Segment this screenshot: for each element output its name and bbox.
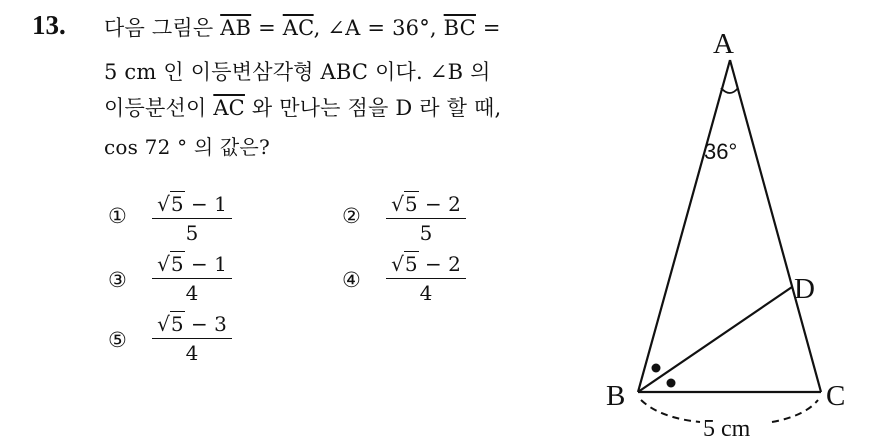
side-ab <box>638 60 730 392</box>
choice-5-fraction: √5 − 3 4 <box>152 312 232 365</box>
choice-1-fraction: √5 − 1 5 <box>152 192 232 245</box>
angle-a-arc <box>721 88 738 93</box>
question-line-3: 이등분선이 $\overline{AC}$ 와 만나는 점을 D 라 할 때, <box>104 96 502 120</box>
question-line-2: 5 cm 인 이등변삼각형 ABC 이다. ∠B 의 <box>104 60 491 84</box>
segment-ac: $\overline{AC}$ <box>282 16 314 40</box>
choice-2-fraction: √5 − 2 5 <box>386 192 466 245</box>
angle-mark-dot-2 <box>667 379 676 388</box>
choice-4-mark: ④ <box>342 268 361 292</box>
label-angle-a: 36° <box>704 139 738 164</box>
question-line-4: cos 72 ° 의 값은? <box>104 135 270 159</box>
segment-bc: $\overline{BC}$ <box>443 16 476 40</box>
choice-5-mark: ⑤ <box>108 328 127 352</box>
choice-3-mark: ③ <box>108 268 127 292</box>
bisector-bd <box>638 287 792 392</box>
segment-ac-2: $\overline{AC}$ <box>213 96 245 120</box>
choice-4-fraction: √5 − 2 4 <box>386 252 466 305</box>
question-line-1: 다음 그림은 $\overline{AB} = \overline{AC}$, ∠A = 36°, $\overline{BC}$ = <box>104 16 501 40</box>
side-ac <box>730 60 821 392</box>
base-dimension-arc-right <box>772 400 818 422</box>
choice-3-fraction: √5 − 1 4 <box>152 252 232 305</box>
base-dimension-arc <box>641 400 700 422</box>
label-vertex-a: A <box>713 28 734 60</box>
label-base-length: 5 cm <box>703 416 751 442</box>
label-point-d: D <box>794 273 815 305</box>
choice-1-mark: ① <box>108 204 127 228</box>
choice-2-mark: ② <box>342 204 361 228</box>
question-number: 13. <box>32 10 66 40</box>
label-vertex-b: B <box>606 380 626 412</box>
label-vertex-c: C <box>826 380 846 412</box>
segment-ab: $\overline{AB}$ <box>220 16 252 40</box>
angle-mark-dot-1 <box>652 364 661 373</box>
